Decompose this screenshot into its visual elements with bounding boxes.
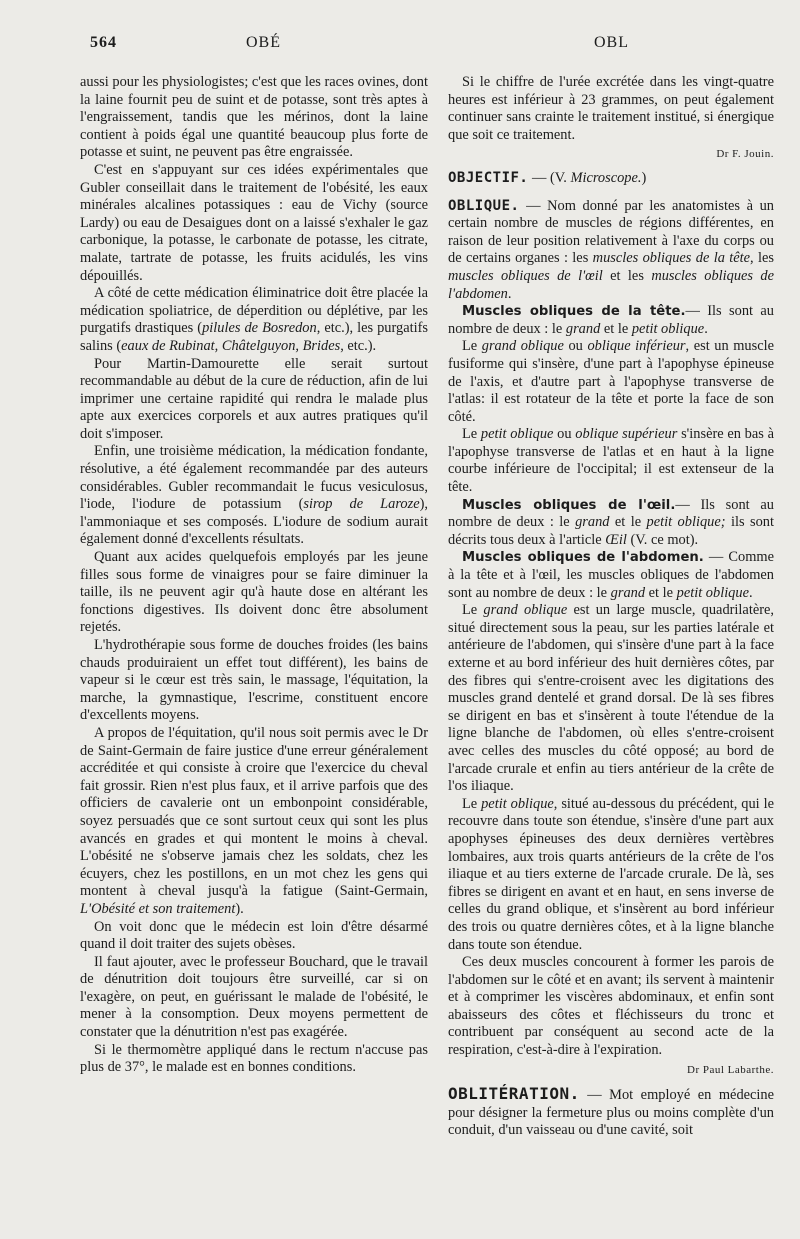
paragraph: aussi pour les physiologistes; c'est que les races ovines, dont la laine fournit peu de suint et de potasse, sont très aptes à l'engraissement, tandis que les mérinos, dont la laine contient à poids égal une quantité beaucoup plus forte de potasse et suint, ne peuvent pas être engraissée. [80,74,428,161]
entry-term: OBLIQUE. [448,197,520,214]
paragraph: Le petit oblique, situé au-dessous du précédent, qui le recouvre dans toute son étendue, s'insère d'une part aux apophyses épineuses des deux dernières vertèbres lombaires, aux trois quarts antérieurs de la crête de l'os iliaque et au tiers externe de l'arcade crurale. De là, ses fibres se dirigent en avant et en haut, en sens inverse de celles du grand oblique, et s'insèrent au bord inférieur des trois ou quatre dernières côtes, et à la ligne blanche dans toute son étendue. [448,795,774,953]
right-running-head: OBL [594,34,629,51]
paragraph: Si le chiffre de l'urée excrétée dans les vingt-quatre heures est inférieur à 23 grammes, on peut également continuer sans crainte le traitement institué, si énergique que soit ce traitement. [448,74,774,143]
paragraph: Ces deux muscles concourent à former les parois de l'abdomen sur le côté et en avant; ils servent à maintenir et à comprimer les viscères abdominaux, et enfin sont abaisseurs des côtes et fléchisseurs du tronc et contribuent par conséquent au second acte de la respiration, c'est-à-dire à l'expiration. [448,954,774,1059]
entry-obliteration: OBLITÉRATION. — Mot employé en médecine pour désigner la fermeture plus ou moins complète d'un conduit, d'un vaisseau ou d'une cavité, soit [448,1084,774,1139]
paragraph: C'est en s'appuyant sur ces idées expérimentales que Gubler conseillait dans le traitement de l'obésité, les eaux minérales alcalines potassiques : eau de Vichy (source Lardy) ou eau de Desaigues dont on a laissé s'exhaler le gaz carbonique, la potasse, le carbonate de potasse, les citrate, malate, tartrate de potasse, les fruits acidulés, les vins dépouillés. [80,161,428,284]
entry-oblique: OBLIQUE. — Nom donné par les anatomistes à un certain nombre de muscles de régions différentes, en raison de leur position relativement à l'axe du corps ou de certains organes : les muscles obliques de la tête, les muscles obliques de l'œil et les muscles obliques de l'abdomen. [448,197,774,302]
paragraph: Si le thermomètre appliqué dans le rectum n'accuse pas plus de 37°, le malade est en bonnes conditions. [80,1041,428,1076]
subsection-abdomen: Muscles obliques de l'abdomen. — Comme à la tête et à l'œil, les muscles obliques de l'abdomen sont au nombre de deux : le grand et le petit oblique. [448,549,774,601]
paragraph: L'hydrothérapie sous forme de douches froides (les bains chauds produiraient un effet tout différent), les bains de vapeur si le cœur est très sain, le massage, l'équitation, la marche, la gymnastique, l'escrime, constituent encore d'excellents moyens. [80,637,428,724]
entry-term: OBJECTIF. [448,169,529,186]
paragraph: Pour Martin-Damourette elle serait surtout recommandable au début de la cure de réduction, afin de lui imprimer une certaine rapidité qui rendra le malade plus apte aux exercices corporels et aux autres pratiques qu'il doit s'imposer. [80,355,428,442]
paragraph: Le grand oblique est un large muscle, quadrilatère, situé directement sous la peau, sur les parties latérale et antérieure de l'abdomen, qui s'insère d'une part à la face externe et au bord inférieur des huit dernières côtes, par des fibres qui s'entre-croisent avec les digitations des muscles grand dentelé et grand dorsal. De là ses fibres se dirigent en bas et s'insèrent à toute l'étendue de la ligne blanche de l'abdomen, où elles s'entre-croisent avec celles des muscles du côté opposé; au bord de l'arcade crurale et enfin au tiers antérieur de la crête de l'os iliaque. [448,602,774,795]
author-signature: Dr Paul Labarthe. [687,1063,774,1076]
page-number: 564 [90,34,117,51]
paragraph: Le grand oblique ou oblique inférieur, est un muscle fusiforme qui s'insère, d'une part à l'apophyse épineuse de l'axis, et d'autre part à l'apophyse transverse de l'atlas: il est rotateur de la tête et porte la face de son côté. [448,338,774,425]
subsection-tete: Muscles obliques de la tête.— Ils sont au nombre de deux : le grand et le petit oblique. [448,303,774,337]
left-column [80,74,428,1224]
paragraph: Le petit oblique ou oblique supérieur s'insère en bas à l'apophyse transverse de l'atlas et en haut à la ligne courbe inférieure de l'occipital; il est extenseur de la tête. [448,426,774,496]
paragraph: On voit donc que le médecin est loin d'être désarmé quand il doit traiter des sujets obèses. [80,918,428,953]
subsection-oeil: Muscles obliques de l'œil.— Ils sont au nombre de deux : le grand et le petit oblique; ils sont décrits tous deux à l'article Œil (V. ce mot). [448,496,774,548]
paragraph: Enfin, une troisième médication, la médication fondante, résolutive, a été également recommandée par des auteurs considérables. Gubler recommandait le fucus vesiculosus, l'iode, l'iodure de potassium (sirop de Laroze), l'ammoniaque et ses composés. L'iodure de sodium aurait également donné d'excellents résultats. [80,443,428,548]
subsection-heading: Muscles obliques de la tête. [462,304,686,320]
left-running-head: OBÉ [246,34,281,51]
paragraph: Il faut ajouter, avec le professeur Bouchard, que le travail de dénutrition doit toujours être surveillé, car si on l'exagère, on peut, en guérissant le malade de l'obésité, le mener à la consomption. Deux moyens permettent de constater que la dénutrition n'est pas exagérée. [80,953,428,1041]
subsection-heading: Muscles obliques de l'abdomen. [462,550,704,566]
subsection-heading: Muscles obliques de l'œil. [462,497,676,513]
paragraph: Quant aux acides quelquefois employés par les jeune filles sous forme de vinaigres pour se faire diminuer la taille, ils ne peuvent agir qu'à haute dose en altérant les fonctions digestives. Ils doivent donc être absolument rejetés. [80,549,428,636]
author-signature: Dr F. Jouin. [716,148,774,161]
paragraph: A côté de cette médication éliminatrice doit être placée la médication spoliatrice, de déperdition ou déplétive, par les purgatifs drastiques (pilules de Bosredon, etc.), les purgatifs salins (eaux de Rubinat, Châtelguyon, Brides, etc.). [80,285,428,354]
right-column [448,74,774,1224]
entry-term: OBLITÉRATION. [448,1084,580,1104]
entry-objectif: OBJECTIF. — (V. Microscope.) [448,169,647,186]
paragraph: A propos de l'équitation, qu'il nous soit permis avec le Dr de Saint-Germain de faire justice d'une erreur généralement accréditée et qui consiste à croire que l'exercice du cheval fait grossir. Rien n'est plus faux, et il arrive parfois que des officiers de cavalerie ont un embonpoint considérable, soyez persuadés que ce sont surtout ceux qui sont les plus avancés en grades et qui montent le moins à cheval. L'obésité ne s'observe jamais chez les soldats, chez les écuyers, chez les postillons, en un mot chez les gens qui montent à cheval jusqu'à la fatigue (Saint-Germain, L'Obésité et son traitement). [80,724,428,917]
running-header [0,34,800,58]
